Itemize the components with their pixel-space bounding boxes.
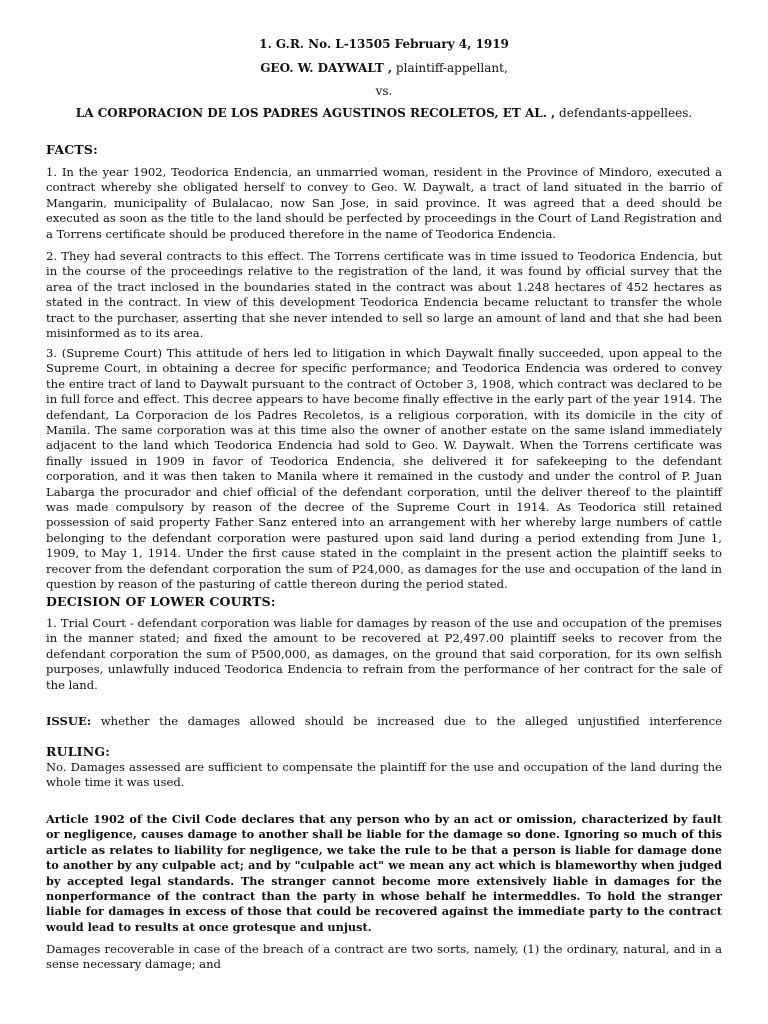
- lower-courts-heading: DECISION OF LOWER COURTS:: [46, 594, 276, 609]
- facts-paragraph-3: 3. (Supreme Court) This attitude of hers led to litigation in which Daywalt finally succeeded, upon appeal to the Supreme Court, in obtaining a decree for specific performance; and Teodorica Endencia was ordered to convey the entire tract of land to Daywalt pursuant to the contract of October 3, 1908, which contract was declared to be in full force and effect. This decree appears to have become finally effective in the early part of the year 1914. The defendant, La Corporacion de los Padres Recoletos, is a religious corporation, with its domicile in the city of Manila. The same corporation was at this time also the owner of another estate on the same island immediately adjacent to the land which Teodorica Endencia had sold to Geo. W. Daywalt. When the Torrens certificate was finally issued in 1909 in favor of Teodorica Endencia, she delivered it for safekeeping to the defendant corporation, and it was then taken to Manila where it remained in the custody and under the control of P. Juan Labarga the procurador and chief official of the defendant corporation, until the deliver thereof to the plaintiff was made compulsory by reason of the decree of the Supreme Court in 1914. As Teodorica still retained possession of said property Father Sanz entered into an arrangement with her whereby large numbers of cattle belonging to the defendant corporation were pastured upon said land during a period extending from June 1, 1909, to May 1, 1914. Under the first cause stated in the complaint in the present action the plaintiff seeks to recover from the defendant corporation the sum of P24,000, as damages for the use and occupation of the land in question by reason of the pasturing of cattle thereon during the period stated.: [46, 346, 722, 592]
- issue-text: whether the damages allowed should be increased due to the alleged unjustified interference: [91, 714, 722, 728]
- versus-text: vs.: [375, 84, 393, 98]
- plaintiff-line: [46, 61, 722, 76]
- issue-statement: [46, 714, 722, 729]
- lower-courts-paragraph: 1. Trial Court - defendant corporation was liable for damages by reason of the use and occupation of the premises in the manner stated; and fixed the amount to be recovered at P2,497.00 plaintiff seeks to recover from the defendant corporation the sum of P500,000, as damages, on the ground that said corporation, for its own selfish purposes, unlawfully induced Teodorica Endencia to refrain from the performance of her contract for the sale of the land.: [46, 616, 722, 692]
- plaintiff-role: plaintiff-appellant,: [392, 61, 508, 75]
- ruling-paragraph-1: No. Damages assessed are sufficient to compensate the plaintiff for the use and occupation of the land during the whole time it was used.: [46, 760, 722, 790]
- defendant-role: defendants-appellees.: [555, 106, 693, 120]
- defendant-line: [46, 106, 722, 121]
- ruling-heading: RULING:: [46, 744, 111, 759]
- facts-paragraph-1: 1. In the year 1902, Teodorica Endencia, an unmarried woman, resident in the Province of Mindoro, executed a contract whereby she obligated herself to convey to Geo. W. Daywalt, a tract of land situated in the barrio of Mangarin, municipality of Bulalacao, now San Jose, in said province. It was agreed that a deed should be executed as soon as the title to the land should be perfected by proceedings in the Court of Land Registration and a Torrens certificate should be produced therefore in the name of Teodorica Endencia.: [46, 165, 722, 241]
- facts-paragraph-2: 2. They had several contracts to this effect. The Torrens certificate was in time issued to Teodorica Endencia, but in the course of the proceedings relative to the registration of the land, it was found by official survey that the area of the tract inclosed in the boundaries stated in the contract was about 1.248 hectares of 452 hectares as stated in the contract. In view of this development Teodorica Endencia became reluctant to transfer the whole tract to the purchaser, asserting that she never intended to sell so large an amount of land and that she had been misinformed as to its area.: [46, 249, 722, 341]
- ruling-paragraph-2: Article 1902 of the Civil Code declares that any person who by an act or omission, characterized by fault or negligence, causes damage to another shall be liable for the damage so done. Ignoring so much of this article as relates to liability for negligence, we take the rule to be that a person is liable for damage done to another by any culpable act; and by "culpable act" we mean any act which is blameworthy when judged by accepted legal standards. The stranger cannot become more extensively liable in damages for the nonperformance of the contract than the party in whose behalf he intermeddles. To hold the stranger liable for damages in excess of those that could be recovered against the immediate party to the contract would lead to results at once grotesque and unjust.: [46, 812, 722, 934]
- case-number: 1. G.R. No. L-13505 February 4, 1919: [259, 37, 509, 51]
- plaintiff-name: GEO. W. DAYWALT ,: [260, 61, 393, 75]
- facts-heading: FACTS:: [46, 142, 98, 157]
- issue-label: ISSUE:: [46, 714, 92, 728]
- ruling-paragraph-3: Damages recoverable in case of the breach of a contract are two sorts, namely, (1) the ordinary, natural, and in a sense necessary damage; and: [46, 942, 722, 972]
- defendant-name: LA CORPORACION DE LOS PADRES AGUSTINOS RECOLETOS, ET AL. ,: [75, 106, 556, 120]
